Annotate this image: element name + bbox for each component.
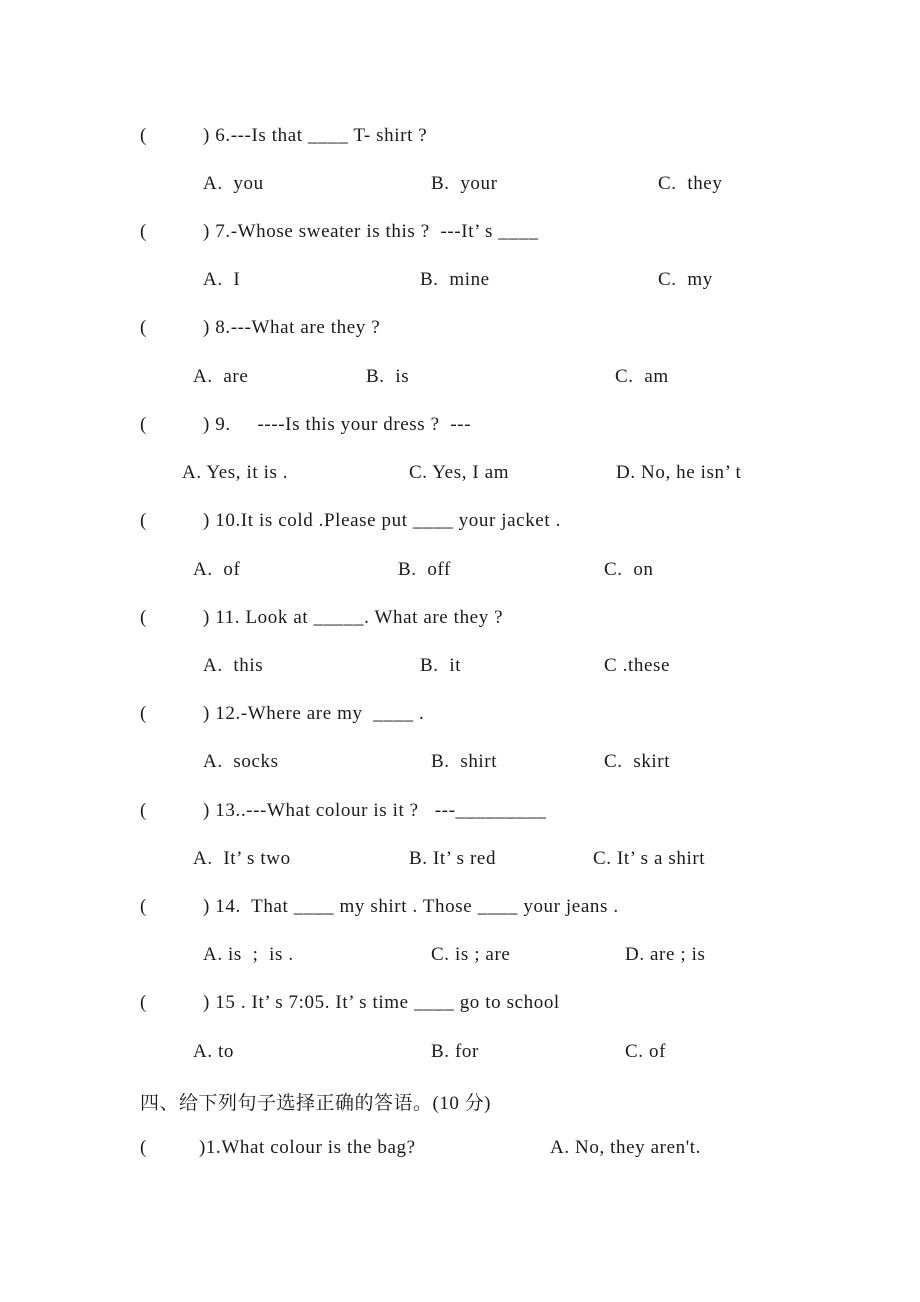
answer-bracket-open: (: [140, 317, 147, 338]
answer-option: A. are: [193, 366, 249, 387]
answer-option: A. I: [203, 269, 241, 290]
question-text: ) 14. That ____ my shirt . Those ____ your jeans .: [203, 896, 619, 917]
answer-option: C. is ; are: [431, 944, 511, 965]
answer-option: B. off: [398, 559, 451, 580]
answer-option: A. socks: [203, 751, 279, 772]
answer-option: C. they: [658, 173, 723, 194]
question-text: ) 12.-Where are my ____ .: [203, 703, 425, 724]
answer-option: C. my: [658, 269, 713, 290]
answer-option: A. Yes, it is .: [182, 462, 289, 483]
answer-bracket-open: (: [140, 607, 147, 628]
answer-option: A. of: [193, 559, 241, 580]
answer-option: B. your: [431, 173, 498, 194]
answer-bracket-open: (: [140, 414, 147, 435]
question-text: ) 7.-Whose sweater is this ? ---It’ s ____: [203, 221, 539, 242]
answer-option: D. No, he isn’ t: [616, 462, 742, 483]
answer-option: A. to: [193, 1041, 234, 1062]
answer-option: B. it: [420, 655, 462, 676]
answer-option: C. It’ s a shirt: [593, 848, 706, 869]
section-heading: 四、给下列句子选择正确的答语。(10 分): [140, 1093, 491, 1114]
answer-bracket-open: (: [140, 800, 147, 821]
answer-bracket-open: (: [140, 703, 147, 724]
question-text: ) 8.---What are they ?: [203, 317, 381, 338]
answer-option: B. It’ s red: [409, 848, 497, 869]
question-text: ) 10.It is cold .Please put ____ your jacket .: [203, 510, 561, 531]
answer-option: C .these: [604, 655, 671, 676]
question-text: ) 11. Look at _____. What are they ?: [203, 607, 504, 628]
matching-question: )1.What colour is the bag?: [199, 1137, 416, 1158]
answer-option: C. Yes, I am: [409, 462, 510, 483]
answer-bracket-open: (: [140, 896, 147, 917]
answer-bracket-open: (: [140, 1137, 147, 1158]
answer-option: B. for: [431, 1041, 479, 1062]
answer-option: A. this: [203, 655, 264, 676]
answer-option: D. are ; is: [625, 944, 706, 965]
answer-option: B. is: [366, 366, 410, 387]
answer-bracket-open: (: [140, 221, 147, 242]
question-text: ) 6.---Is that ____ T- shirt ?: [203, 125, 428, 146]
question-text: ) 15 . It’ s 7:05. It’ s time ____ go to school: [203, 992, 560, 1013]
answer-option: B. shirt: [431, 751, 498, 772]
matching-answer: A. No, they aren't.: [550, 1137, 701, 1158]
answer-bracket-open: (: [140, 992, 147, 1013]
answer-option: A. It’ s two: [193, 848, 291, 869]
answer-option: A. is ; is .: [203, 944, 294, 965]
answer-option: A. you: [203, 173, 264, 194]
question-text: ) 13..---What colour is it ? ---_________: [203, 800, 547, 821]
answer-option: C. am: [615, 366, 669, 387]
answer-bracket-open: (: [140, 125, 147, 146]
answer-option: C. of: [625, 1041, 666, 1062]
answer-option: C. on: [604, 559, 654, 580]
answer-option: C. skirt: [604, 751, 671, 772]
question-text: ) 9. ----Is this your dress ? ---: [203, 414, 472, 435]
answer-option: B. mine: [420, 269, 490, 290]
answer-bracket-open: (: [140, 510, 147, 531]
